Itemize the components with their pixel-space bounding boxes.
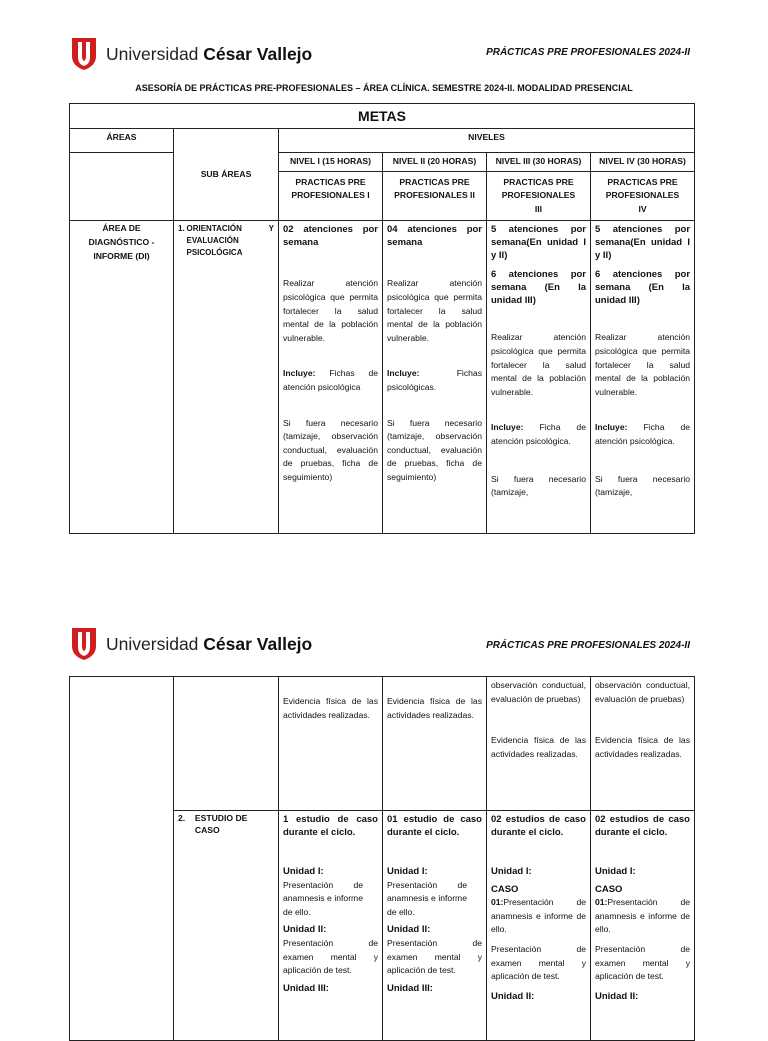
level-1-case-goal: 1 estudio de caso durante el ciclo.	[283, 814, 378, 838]
area-cell: ÁREA DE DIAGNÓSTICO - INFORME (DI)	[70, 221, 174, 534]
level-2-evidencia: Evidencia física de las actividades realizadas.	[387, 696, 482, 720]
level-4-caso: CASO	[595, 883, 623, 895]
level-4-goal-cell	[591, 221, 695, 534]
level-1-evidencia-cell	[279, 677, 383, 811]
level-3-evidencia: Evidencia física de las actividades realizadas.	[491, 735, 586, 759]
level-4-course: PRACTICAS PRE PROFESIONALES IV	[591, 171, 695, 221]
subareas-header: SUB ÁREAS	[174, 129, 279, 221]
document-page-2	[0, 600, 768, 1024]
subarea-1-cell	[174, 221, 279, 534]
level-1-description: Realizar atención psicológica que permita fortalecer la salud mental de la población vulnerable.	[283, 278, 378, 343]
university-logo-2	[70, 626, 312, 662]
level-3-si-fuera: Si fuera necesario (tamizaje,	[491, 473, 586, 498]
level-1-unidad-3: Unidad III:	[283, 982, 329, 994]
level-2-incluye: Incluye: Fichas psicológicas.	[387, 368, 482, 392]
level-3-course: PRACTICAS PRE PROFESIONALES III	[487, 171, 591, 221]
level-3-caso: CASO	[491, 883, 519, 895]
level-4-si-fuera: Si fuera necesario (tamizaje,	[595, 473, 691, 498]
level-4-case-cell	[591, 811, 695, 1041]
subarea-2-cell	[174, 811, 279, 1041]
level-4-unidad-1: Unidad I:	[595, 866, 636, 877]
level-2-header: NIVEL II (20 HORAS)	[383, 153, 487, 172]
level-3-goal-cell	[487, 221, 591, 534]
document-tag: PRÁCTICAS PRE PROFESIONALES 2024-II	[486, 47, 690, 58]
metas-table-continued	[69, 676, 695, 1041]
metas-table	[69, 103, 695, 534]
table-title: METAS	[70, 104, 695, 129]
level-3-si-fuera-rest: observación conductual, evaluación de pruebas)	[491, 680, 586, 704]
level-3-case-goal: 02 estudios de caso durante el ciclo.	[491, 814, 586, 838]
niveles-header: NIVELES	[279, 129, 695, 153]
level-1-incluye: Incluye: Fichas de atención psicológica	[283, 368, 378, 392]
level-1-si-fuera: Si fuera necesario (tamizaje, observación conductual, evaluación de pruebas, ficha de seguimiento)	[283, 417, 378, 482]
level-3-header: NIVEL III (30 HORAS)	[487, 153, 591, 172]
level-1-goal: 02 atenciones por semana	[283, 224, 378, 249]
areas-header-blank	[70, 153, 174, 221]
level-1-unidad-1-text: Presentación de anamnesis e informe de ello.	[283, 879, 363, 917]
level-4-unidad-2: Unidad II:	[595, 990, 639, 1002]
level-2-course: PRACTICAS PRE PROFESIONALES II	[383, 171, 487, 221]
level-4-evidencia: Evidencia física de las actividades realizadas.	[595, 735, 690, 759]
level-3-case-cell	[487, 811, 591, 1041]
level-2-case-cell	[383, 811, 487, 1041]
level-4-header: NIVEL IV (30 HORAS)	[591, 153, 695, 172]
level-3-incluye: Incluye: Ficha de atención psicológica.	[491, 422, 586, 446]
level-2-evidencia-cell	[383, 677, 487, 811]
level-2-unidad-1-text: Presentación de anamnesis e informe de ello.	[387, 879, 467, 917]
level-2-case-goal: 01 estudio de caso durante el ciclo.	[387, 814, 482, 838]
level-4-caso-01: 01:Presentación de anamnesis e informe de ello.	[595, 897, 690, 935]
level-4-goal-b: 6 atenciones por semana (En la unidad III)	[595, 269, 691, 307]
level-4-incluye: Incluye: Ficha de atención psicológica.	[595, 422, 691, 446]
level-2-goal: 04 atenciones por semana	[387, 224, 482, 249]
level-4-goal-a: 5 atenciones por semana(En unidad I y II)	[595, 224, 691, 262]
level-3-unidad-1: Unidad I:	[491, 866, 532, 877]
shield-logo-icon	[70, 626, 98, 662]
level-1-unidad-1: Unidad I:	[283, 866, 324, 877]
subarea-2-label: ESTUDIO DE CASO	[194, 813, 248, 835]
level-3-goal-a: 5 atenciones por semana(En unidad I y II)	[491, 224, 586, 262]
subarea-1-number: 1.	[178, 224, 185, 234]
level-1-header: NIVEL I (15 HORAS)	[279, 153, 383, 172]
level-3-caso-01: 01:Presentación de anamnesis e informe de ello.	[491, 897, 586, 935]
level-1-case-cell	[279, 811, 383, 1041]
level-2-goal-cell	[383, 221, 487, 534]
level-4-si-fuera-rest: observación conductual, evaluación de pruebas)	[595, 680, 690, 704]
level-2-unidad-2-text: Presentación de examen mental y aplicación de test.	[387, 937, 482, 976]
level-4-description: Realizar atención psicológica que permita fortalecer la salud mental de la población vulnerable.	[595, 332, 691, 397]
subarea-1-label: ORIENTACIÓN Y EVALUACIÓN PSICOLÓGICA	[186, 224, 274, 257]
level-1-evidencia: Evidencia física de las actividades realizadas.	[283, 696, 378, 720]
level-2-unidad-2: Unidad II:	[387, 924, 431, 936]
level-4-presentacion-examen: Presentación de examen mental y aplicación de test.	[595, 943, 690, 982]
document-subtitle: ASESORÍA DE PRÁCTICAS PRE-PROFESIONALES – ÁREA CLÍNICA. SEMESTRE 2024-II. MODALIDAD PRESENCIAL	[135, 83, 633, 93]
area-cell-continued	[70, 677, 174, 1041]
level-1-course: PRACTICAS PRE PROFESIONALES I	[279, 171, 383, 221]
level-3-goal-b: 6 atenciones por semana (En la unidad III)	[491, 269, 586, 307]
document-tag-2: PRÁCTICAS PRE PROFESIONALES 2024-II	[486, 640, 690, 651]
university-name: Universidad César Vallejo	[106, 43, 313, 64]
level-1-unidad-2-text: Presentación de examen mental y aplicación de test.	[283, 937, 378, 976]
level-1-goal-cell	[279, 221, 383, 534]
level-2-description: Realizar atención psicológica que permita fortalecer la salud mental de la población vulnerable.	[387, 278, 482, 343]
areas-header: ÁREAS	[70, 129, 174, 153]
level-3-description: Realizar atención psicológica que permita fortalecer la salud mental de la población vulnerable.	[491, 332, 586, 397]
level-2-unidad-3: Unidad III:	[387, 982, 433, 994]
level-2-unidad-1: Unidad I:	[387, 866, 428, 877]
level-2-si-fuera: Si fuera necesario (tamizaje, observación conductual, evaluación de pruebas, ficha de seguimiento)	[387, 417, 482, 482]
level-4-case-goal: 02 estudios de caso durante el ciclo.	[595, 814, 690, 838]
university-logo	[70, 36, 312, 72]
level-3-presentacion-examen: Presentación de examen mental y aplicación de test.	[491, 943, 586, 982]
level-4-cont-cell	[591, 677, 695, 811]
shield-logo-icon	[70, 36, 98, 72]
level-1-unidad-2: Unidad II:	[283, 924, 327, 936]
level-3-cont-cell	[487, 677, 591, 811]
university-name-2: Universidad César Vallejo	[106, 633, 313, 654]
subarea-1-continued	[174, 677, 279, 811]
level-3-unidad-2: Unidad II:	[491, 990, 535, 1002]
subarea-2-number: 2.	[178, 813, 186, 823]
